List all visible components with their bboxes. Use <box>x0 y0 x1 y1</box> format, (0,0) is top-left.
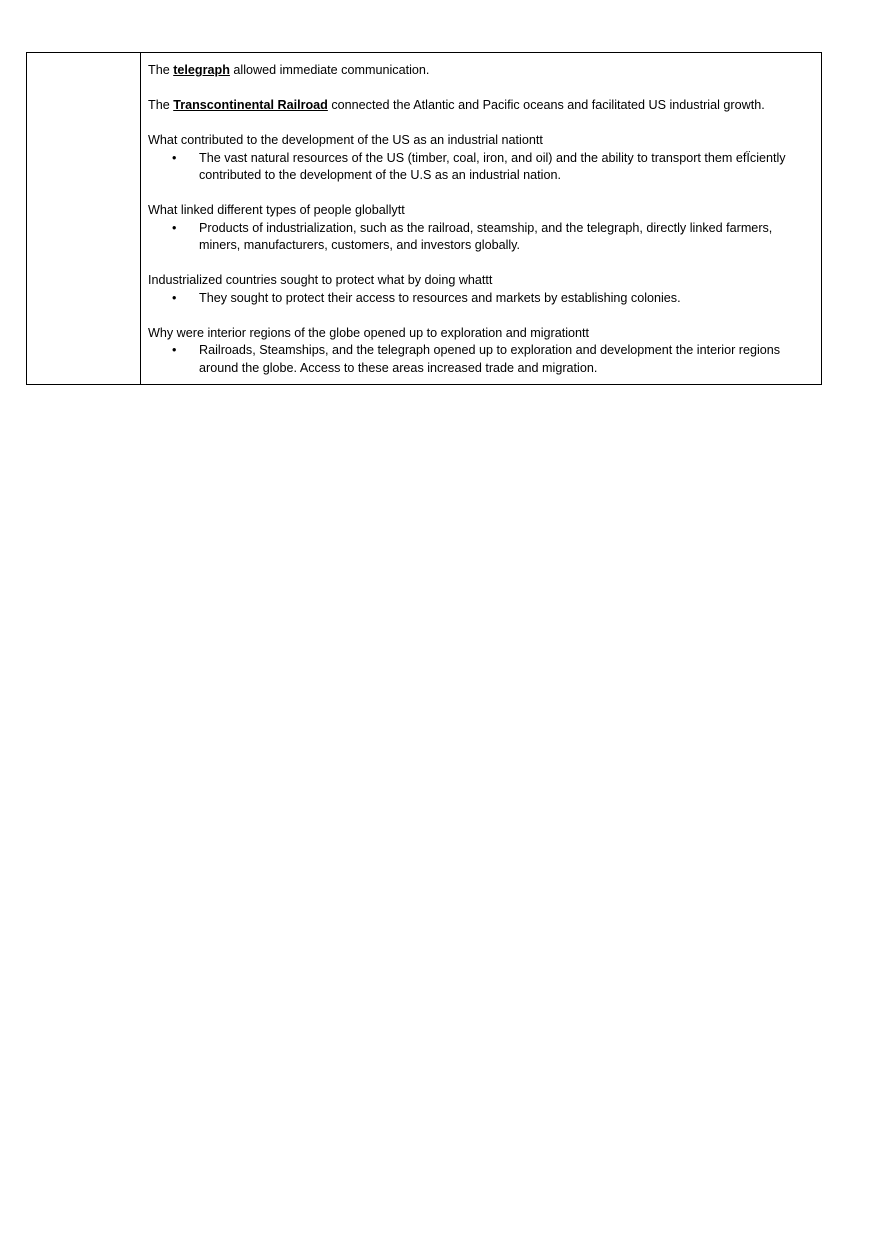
railroad-term: Transcontinental Railroad <box>173 97 328 112</box>
answer-list <box>148 150 813 185</box>
question-text: Industrialized countries sought to protect what by doing whattt <box>148 273 493 288</box>
question-block-3 <box>148 272 813 307</box>
answer-list <box>148 342 813 377</box>
answer-list <box>148 290 813 308</box>
railroad-suffix: connected the Atlantic and Pacific oceans and facilitated US industrial growth. <box>327 97 765 112</box>
telegraph-suffix: allowed immediate communication. <box>229 63 430 77</box>
notes-table <box>26 52 822 385</box>
answer-bullet: • They sought to protect their access to resources and markets by establishing colonies. <box>148 290 813 308</box>
answer-bullet: • Railroads, Steamships, and the telegraph opened up to exploration and development the interior regions around the globe. Access to these areas increased trade and migration. <box>148 342 813 377</box>
telegraph-line <box>148 62 813 80</box>
question-block-4 <box>148 325 813 378</box>
question-block-2 <box>148 202 813 255</box>
answer-list <box>148 220 813 255</box>
question-text: Why were interior regions of the globe opened up to exploration and migrationtt <box>148 325 590 340</box>
answer-bullet: • The vast natural resources of the US (timber, coal, iron, and oil) and the ability to transport them efÏciently contributed to the development of the U.S as an industrial nation. <box>148 150 813 185</box>
railroad-line <box>148 97 813 115</box>
question-block-1 <box>148 132 813 185</box>
answer-bullet: • Products of industrialization, such as the railroad, steamship, and the telegraph, directly linked farmers, miners, manufacturers, customers, and investors globally. <box>148 220 813 255</box>
question-text: What contributed to the development of the US as an industrial nationtt <box>148 132 543 147</box>
telegraph-term: telegraph <box>173 63 230 77</box>
railroad-prefix: The <box>148 97 174 112</box>
empty-left-cell <box>27 53 141 384</box>
question-text: What linked different types of people globallytt <box>148 203 405 218</box>
telegraph-prefix: The <box>148 63 174 77</box>
notes-cell <box>141 53 821 384</box>
